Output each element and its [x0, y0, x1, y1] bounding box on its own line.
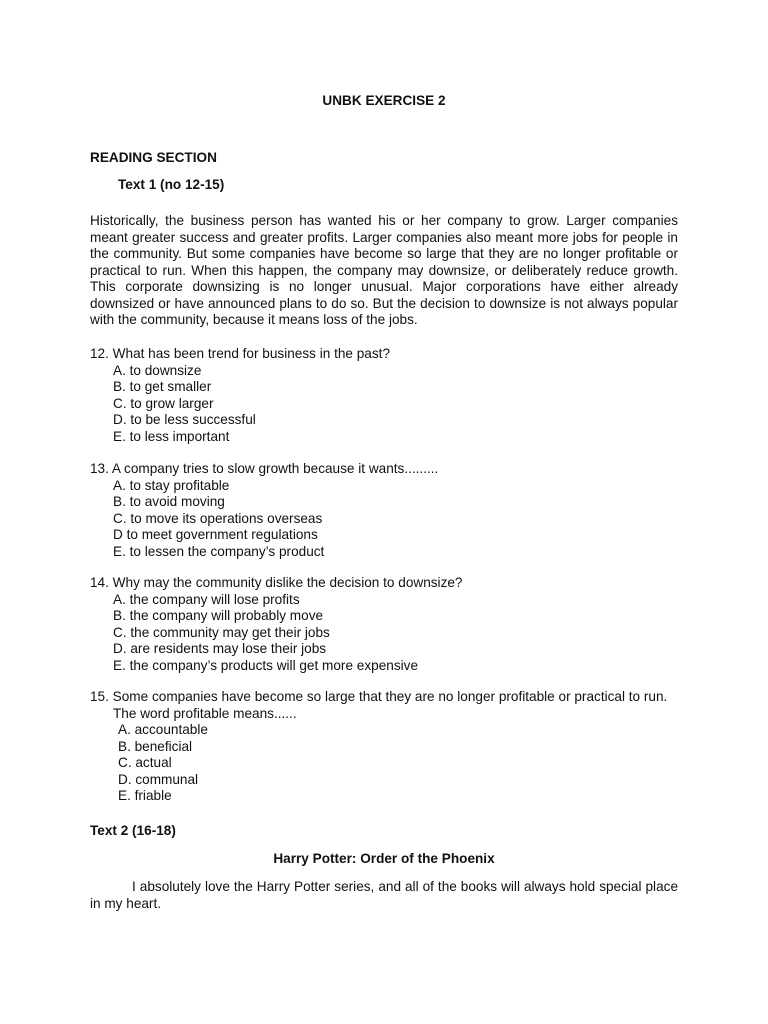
question-stem-continued: The word profitable means...... [113, 705, 297, 721]
option-a: A. to downsize [113, 362, 202, 378]
option-b: B. beneficial [118, 738, 193, 754]
question-stem: 13. A company tries to slow growth because it wants......... [90, 461, 439, 476]
question-stem: 15. Some companies have become so large that they are no longer profitable or practical to run. [90, 689, 668, 704]
option-c: C. actual [118, 755, 172, 770]
options-list [90, 722, 690, 805]
option-c: C. to grow larger [113, 395, 214, 411]
option-c: C. to move its operations overseas [113, 510, 323, 526]
option-d: D. communal [118, 771, 199, 787]
section-heading: READING SECTION [90, 150, 217, 165]
option-e: E. to lessen the company’s product [113, 543, 325, 559]
option-c: C. the community may get their jobs [113, 624, 330, 640]
option-a: A. the company will lose profits [113, 591, 300, 607]
document-title: UNBK EXERCISE 2 [322, 93, 446, 108]
question-15 [90, 689, 690, 805]
option-a: A. accountable [118, 722, 208, 737]
option-b: B. the company will probably move [113, 608, 324, 623]
option-d: D to meet government regulations [113, 527, 318, 542]
text2-heading: Text 2 (16-18) [90, 823, 176, 838]
text1-heading: Text 1 (no 12-15) [118, 177, 225, 192]
question-12 [90, 346, 690, 445]
option-d: D. are residents may lose their jobs [113, 641, 327, 656]
option-b: B. to avoid moving [113, 494, 225, 509]
option-e: E. the company’s products will get more expensive [113, 657, 419, 673]
option-d: D. to be less successful [113, 412, 256, 427]
question-14 [90, 575, 690, 674]
question-stem: 14. Why may the community dislike the decision to downsize? [90, 575, 463, 590]
options-list [90, 478, 690, 561]
option-b: B. to get smaller [113, 379, 212, 394]
passage-text2: I absolutely love the Harry Potter series, and all of the books will always hold special place in my heart. [90, 879, 678, 911]
question-13 [90, 461, 690, 560]
passage-text1: Historically, the business person has wanted his or her company to grow. Larger companies meant greater success and greater profits. Larger companies also meant more jobs for people in the community. But some companies have become so large that they are no longer profitable or practical to run. When this happen, the company may downsize, or deliberately reduce growth. This corporate downsizing is no longer unusual. Major corporations have either already downsized or have announced plans to do so. But the decision to downsize is not always popular with the community, because it means loss of the jobs. [90, 213, 678, 327]
question-stem: 12. What has been trend for business in the past? [90, 346, 391, 361]
option-e: E. friable [118, 788, 172, 803]
options-list [90, 363, 690, 446]
option-a: A. to stay profitable [113, 477, 230, 493]
options-list [90, 592, 690, 675]
option-e: E. to less important [113, 428, 230, 444]
text2-title: Harry Potter: Order of the Phoenix [273, 851, 495, 866]
